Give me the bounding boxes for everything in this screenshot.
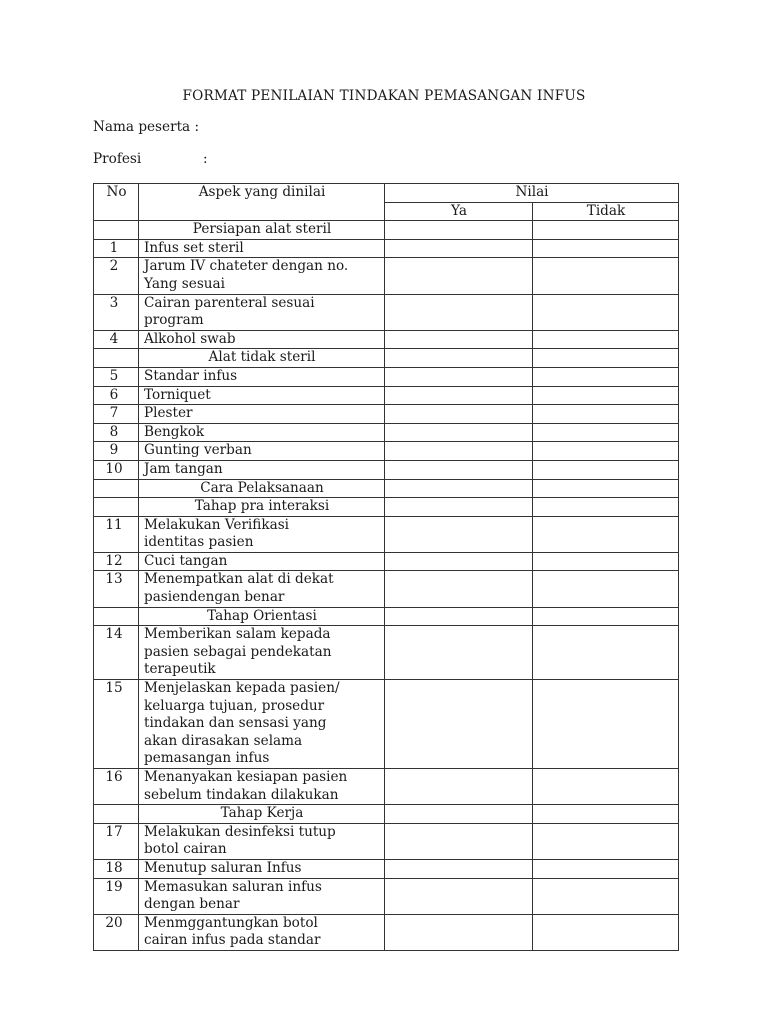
tidak-cell[interactable] bbox=[533, 552, 679, 571]
tidak-cell[interactable] bbox=[533, 571, 679, 607]
table-row bbox=[94, 878, 679, 914]
row-number: 14 bbox=[94, 626, 139, 680]
tidak-cell[interactable] bbox=[533, 607, 679, 626]
profesi-field bbox=[93, 151, 208, 167]
aspect-text: Menutup saluran Infus bbox=[139, 859, 385, 878]
section-label: Tahap pra interaksi bbox=[139, 498, 385, 517]
ya-cell[interactable] bbox=[385, 460, 533, 479]
aspect-text: Menmggantungkan botol cairan infus pada standar bbox=[139, 914, 385, 950]
table-row bbox=[94, 367, 679, 386]
row-number: 11 bbox=[94, 516, 139, 552]
tidak-cell[interactable] bbox=[533, 405, 679, 424]
tidak-cell[interactable] bbox=[533, 516, 679, 552]
tidak-cell[interactable] bbox=[533, 294, 679, 330]
no-cell bbox=[94, 498, 139, 517]
tidak-cell[interactable] bbox=[533, 498, 679, 517]
row-number: 3 bbox=[94, 294, 139, 330]
ya-cell[interactable] bbox=[385, 498, 533, 517]
aspect-text: Alkohol swab bbox=[139, 330, 385, 349]
section-row bbox=[94, 498, 679, 517]
table-row bbox=[94, 552, 679, 571]
table-row bbox=[94, 571, 679, 607]
aspect-text: Gunting verban bbox=[139, 442, 385, 461]
row-number: 8 bbox=[94, 423, 139, 442]
section-label: Tahap Orientasi bbox=[139, 607, 385, 626]
aspect-text: Cuci tangan bbox=[139, 552, 385, 571]
ya-cell[interactable] bbox=[385, 769, 533, 805]
section-row bbox=[94, 805, 679, 824]
tidak-cell[interactable] bbox=[533, 914, 679, 950]
table-row bbox=[94, 823, 679, 859]
row-number: 18 bbox=[94, 859, 139, 878]
tidak-cell[interactable] bbox=[533, 823, 679, 859]
tidak-cell[interactable] bbox=[533, 349, 679, 368]
ya-cell[interactable] bbox=[385, 914, 533, 950]
tidak-cell[interactable] bbox=[533, 805, 679, 824]
ya-cell[interactable] bbox=[385, 680, 533, 769]
document-title: FORMAT PENILAIAN TINDAKAN PEMASANGAN INFUS bbox=[182, 88, 586, 104]
ya-cell[interactable] bbox=[385, 386, 533, 405]
tidak-cell[interactable] bbox=[533, 680, 679, 769]
section-row bbox=[94, 349, 679, 368]
table-row bbox=[94, 460, 679, 479]
table-row bbox=[94, 516, 679, 552]
ya-cell[interactable] bbox=[385, 349, 533, 368]
row-number: 4 bbox=[94, 330, 139, 349]
ya-cell[interactable] bbox=[385, 423, 533, 442]
row-number: 7 bbox=[94, 405, 139, 424]
row-number: 12 bbox=[94, 552, 139, 571]
tidak-cell[interactable] bbox=[533, 258, 679, 294]
aspect-text: Melakukan desinfeksi tutup botol cairan bbox=[139, 823, 385, 859]
tidak-cell[interactable] bbox=[533, 460, 679, 479]
aspect-text: Jam tangan bbox=[139, 460, 385, 479]
table-row bbox=[94, 442, 679, 461]
no-cell bbox=[94, 607, 139, 626]
table-row bbox=[94, 769, 679, 805]
aspect-text: Menempatkan alat di dekat pasiendengan benar bbox=[139, 571, 385, 607]
ya-cell[interactable] bbox=[385, 258, 533, 294]
tidak-cell[interactable] bbox=[533, 386, 679, 405]
aspect-text: Menjelaskan kepada pasien/ keluarga tujuan, prosedur tindakan dan sensasi yang akan dirasakan selama pemasangan infus bbox=[139, 680, 385, 769]
aspect-text: Plester bbox=[139, 405, 385, 424]
no-cell bbox=[94, 221, 139, 240]
row-number: 16 bbox=[94, 769, 139, 805]
row-number: 20 bbox=[94, 914, 139, 950]
row-number: 2 bbox=[94, 258, 139, 294]
ya-cell[interactable] bbox=[385, 805, 533, 824]
tidak-cell[interactable] bbox=[533, 479, 679, 498]
row-number: 10 bbox=[94, 460, 139, 479]
no-cell bbox=[94, 479, 139, 498]
table-row bbox=[94, 914, 679, 950]
row-number: 19 bbox=[94, 878, 139, 914]
aspect-text: Cairan parenteral sesuai program bbox=[139, 294, 385, 330]
row-number: 17 bbox=[94, 823, 139, 859]
row-number: 1 bbox=[94, 239, 139, 258]
tidak-cell[interactable] bbox=[533, 367, 679, 386]
header-tidak: Tidak bbox=[533, 202, 679, 221]
row-number: 13 bbox=[94, 571, 139, 607]
table-row bbox=[94, 386, 679, 405]
aspect-text: Memberikan salam kepada pasien sebagai pendekatan terapeutik bbox=[139, 626, 385, 680]
nama-peserta-label: Nama peserta : bbox=[93, 119, 200, 135]
table-row bbox=[94, 405, 679, 424]
table-body bbox=[94, 221, 679, 951]
ya-cell[interactable] bbox=[385, 571, 533, 607]
section-label: Alat tidak steril bbox=[139, 349, 385, 368]
ya-cell[interactable] bbox=[385, 607, 533, 626]
row-number: 9 bbox=[94, 442, 139, 461]
aspect-text: Jarum IV chateter dengan no. Yang sesuai bbox=[139, 258, 385, 294]
tidak-cell[interactable] bbox=[533, 626, 679, 680]
row-number: 15 bbox=[94, 680, 139, 769]
aspect-text: Melakukan Verifikasi identitas pasien bbox=[139, 516, 385, 552]
table-row bbox=[94, 258, 679, 294]
tidak-cell[interactable] bbox=[533, 878, 679, 914]
tidak-cell[interactable] bbox=[533, 330, 679, 349]
ya-cell[interactable] bbox=[385, 221, 533, 240]
tidak-cell[interactable] bbox=[533, 221, 679, 240]
ya-cell[interactable] bbox=[385, 442, 533, 461]
tidak-cell[interactable] bbox=[533, 769, 679, 805]
profesi-label: Profesi bbox=[93, 151, 142, 167]
header-nilai: Nilai bbox=[385, 184, 679, 203]
ya-cell[interactable] bbox=[385, 823, 533, 859]
tidak-cell[interactable] bbox=[533, 423, 679, 442]
section-row bbox=[94, 221, 679, 240]
nama-peserta-field bbox=[93, 119, 199, 135]
table-row bbox=[94, 423, 679, 442]
aspect-text: Bengkok bbox=[139, 423, 385, 442]
section-label: Cara Pelaksanaan bbox=[139, 479, 385, 498]
aspect-text: Menanyakan kesiapan pasien sebelum tindakan dilakukan bbox=[139, 769, 385, 805]
header-no: No bbox=[94, 184, 139, 221]
section-row bbox=[94, 607, 679, 626]
row-number: 5 bbox=[94, 367, 139, 386]
tidak-cell[interactable] bbox=[533, 239, 679, 258]
section-label: Persiapan alat steril bbox=[139, 221, 385, 240]
aspect-text: Standar infus bbox=[139, 367, 385, 386]
ya-cell[interactable] bbox=[385, 294, 533, 330]
no-cell bbox=[94, 805, 139, 824]
aspect-text: Torniquet bbox=[139, 386, 385, 405]
ya-cell[interactable] bbox=[385, 878, 533, 914]
table-row bbox=[94, 330, 679, 349]
ya-cell[interactable] bbox=[385, 405, 533, 424]
row-number: 6 bbox=[94, 386, 139, 405]
aspect-text: Memasukan saluran infus dengan benar bbox=[139, 878, 385, 914]
table-row bbox=[94, 859, 679, 878]
ya-cell[interactable] bbox=[385, 552, 533, 571]
ya-cell[interactable] bbox=[385, 367, 533, 386]
aspect-text: Infus set steril bbox=[139, 239, 385, 258]
assessment-table bbox=[93, 183, 679, 951]
table-row bbox=[94, 680, 679, 769]
header-ya: Ya bbox=[385, 202, 533, 221]
table-row bbox=[94, 626, 679, 680]
tidak-cell[interactable] bbox=[533, 442, 679, 461]
ya-cell[interactable] bbox=[385, 479, 533, 498]
ya-cell[interactable] bbox=[385, 859, 533, 878]
table-row bbox=[94, 294, 679, 330]
table-row bbox=[94, 239, 679, 258]
ya-cell[interactable] bbox=[385, 330, 533, 349]
tidak-cell[interactable] bbox=[533, 859, 679, 878]
profesi-colon: : bbox=[203, 151, 208, 167]
ya-cell[interactable] bbox=[385, 626, 533, 680]
no-cell bbox=[94, 349, 139, 368]
ya-cell[interactable] bbox=[385, 516, 533, 552]
header-aspek: Aspek yang dinilai bbox=[139, 184, 385, 221]
section-label: Tahap Kerja bbox=[139, 805, 385, 824]
ya-cell[interactable] bbox=[385, 239, 533, 258]
section-row bbox=[94, 479, 679, 498]
